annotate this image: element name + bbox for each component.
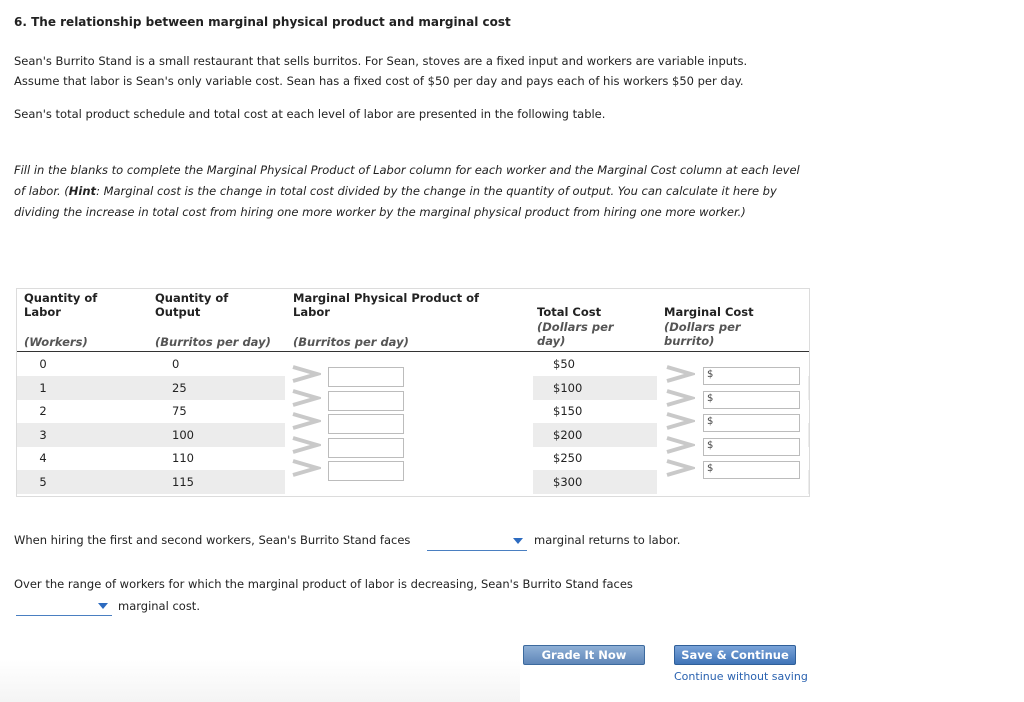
mpp-input-worker-3[interactable] — [328, 414, 404, 434]
dollar-sign: $ — [707, 440, 714, 451]
header-total-cost: Total Cost — [537, 305, 602, 319]
output-cell: 110 — [172, 451, 194, 465]
chevron-icon — [291, 364, 321, 384]
q1-dropdown[interactable] — [427, 532, 527, 551]
dollar-sign: $ — [707, 393, 714, 404]
output-cell: 25 — [172, 381, 187, 395]
total-cost-cell: $300 — [553, 475, 583, 489]
chevron-icon — [665, 388, 695, 408]
header-labor: Quantity of Labor — [24, 291, 98, 319]
subheader-output: (Burritos per day) — [155, 335, 271, 349]
q2-text-after: marginal cost. — [118, 599, 200, 613]
mc-input-worker-2[interactable] — [703, 391, 800, 409]
header-mpp: Marginal Physical Product of Labor — [293, 291, 480, 319]
output-cell: 115 — [172, 475, 194, 489]
mc-input-worker-1[interactable] — [703, 367, 800, 385]
mpp-input-worker-1[interactable] — [328, 367, 404, 387]
subheader-marginal-cost: (Dollars per burrito) — [664, 320, 741, 348]
intro-line-1: Sean's Burrito Stand is a small restaurant that sells burritos. For Sean, stoves are a fixed input and workers are variable inputs. — [14, 54, 748, 68]
instr-text-a: Fill in the blanks to complete the Marginal Physical Product of Labor column for each worker and the Marginal Cost column at each level of labor. ( — [14, 163, 800, 198]
q2-dropdown[interactable] — [16, 597, 112, 616]
workers-cell: 1 — [39, 381, 47, 395]
q1-text-after: marginal returns to labor. — [534, 533, 681, 547]
q1-text-before: When hiring the first and second workers, Sean's Burrito Stand faces — [14, 533, 411, 547]
dollar-sign: $ — [707, 369, 714, 380]
intro-line-3: Sean's total product schedule and total cost at each level of labor are presented in the following table. — [14, 107, 606, 121]
workers-cell: 4 — [39, 451, 47, 465]
caret-down-icon — [98, 603, 108, 609]
mpp-input-worker-5[interactable] — [328, 461, 404, 481]
continue-without-saving-link[interactable]: Continue without saving — [674, 670, 808, 683]
chevron-icon — [291, 435, 321, 455]
total-cost-cell: $200 — [553, 428, 583, 442]
mpp-input-worker-4[interactable] — [328, 438, 404, 458]
workers-cell: 2 — [39, 404, 47, 418]
instr-hint: Hint — [68, 184, 97, 198]
output-cell: 100 — [172, 428, 194, 442]
dollar-sign: $ — [707, 416, 714, 427]
total-cost-cell: $50 — [553, 357, 575, 371]
mpp-input-worker-2[interactable] — [328, 391, 404, 411]
output-cell: 0 — [172, 357, 180, 371]
chevron-icon — [665, 435, 695, 455]
workers-cell: 3 — [39, 428, 47, 442]
workers-cell: 0 — [39, 357, 47, 371]
intro-line-2: Assume that labor is Sean's only variable cost. Sean has a fixed cost of $50 per day and pays each of his workers $50 per day. — [14, 74, 744, 88]
save-continue-button[interactable]: Save & Continue — [674, 645, 796, 665]
chevron-icon — [291, 458, 321, 478]
instr-text-b: : Marginal cost is the change in total cost divided by the change in the quantity of output. You can calculate it here by dividing the increase in total cost from hiring one more worker by the marginal physical product from hiring one more worker.) — [14, 184, 777, 219]
header-marginal-cost: Marginal Cost — [664, 305, 754, 319]
mc-input-worker-3[interactable] — [703, 414, 800, 432]
subheader-total-cost: (Dollars per day) — [537, 320, 614, 348]
total-cost-cell: $150 — [553, 404, 583, 418]
mpp-column-bg — [285, 352, 533, 496]
total-cost-cell: $100 — [553, 381, 583, 395]
chevron-icon — [291, 411, 321, 431]
total-cost-cell: $250 — [553, 451, 583, 465]
intro-paragraph — [14, 51, 1004, 91]
chevron-icon — [291, 388, 321, 408]
subheader-labor: (Workers) — [24, 335, 88, 349]
chevron-icon — [665, 364, 695, 384]
cost-table — [16, 288, 810, 497]
question-title: 6. The relationship between marginal physical product and marginal cost — [14, 15, 511, 29]
output-cell: 75 — [172, 404, 187, 418]
chevron-icon — [665, 458, 695, 478]
mc-input-worker-4[interactable] — [703, 438, 800, 456]
mc-input-worker-5[interactable] — [703, 461, 800, 479]
header-output: Quantity of Output — [155, 291, 229, 319]
bottom-fade — [0, 660, 520, 702]
q2-text-before: Over the range of workers for which the marginal product of labor is decreasing, Sean's Burrito Stand faces — [14, 577, 633, 591]
subheader-mpp: (Burritos per day) — [293, 335, 409, 349]
caret-down-icon — [513, 538, 523, 544]
grade-it-now-button[interactable]: Grade It Now — [523, 645, 645, 665]
workers-cell: 5 — [39, 475, 47, 489]
dollar-sign: $ — [707, 463, 714, 474]
chevron-icon — [665, 411, 695, 431]
instructions — [14, 160, 804, 223]
